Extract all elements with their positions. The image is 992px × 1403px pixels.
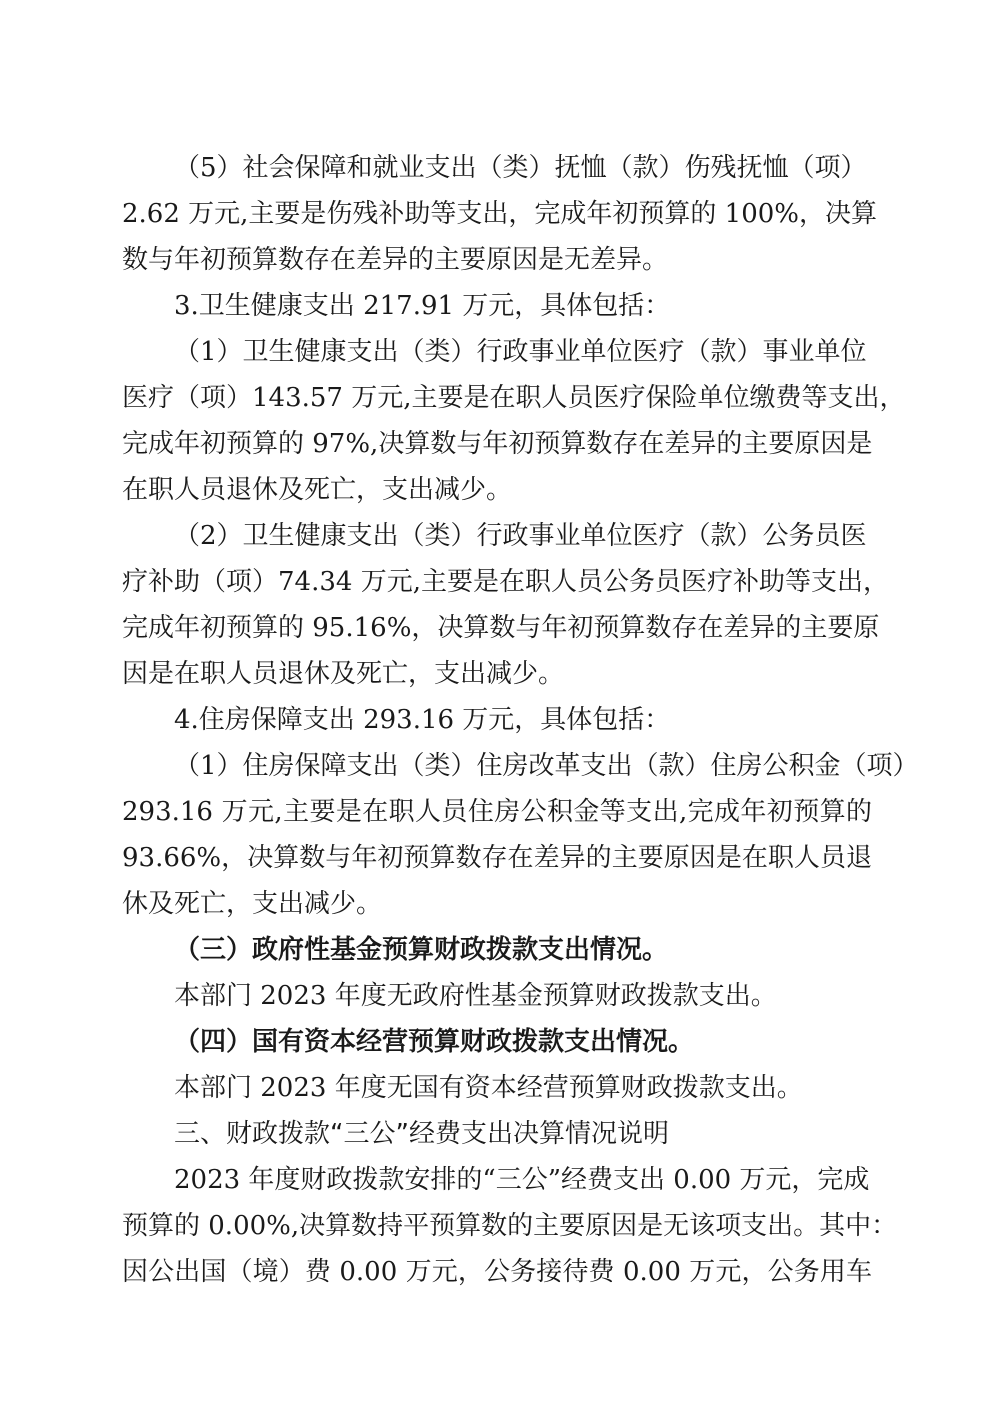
paragraph-line: （2）卫生健康支出（类）行政事业单位医疗（款）公务员医 [174, 521, 867, 551]
paragraph-line: 因是在职人员退休及死亡，支出减少。 [122, 659, 565, 689]
paragraph-line: 预算的 0.00%,决算数持平预算数的主要原因是无该项支出。其中： [122, 1211, 898, 1241]
paragraph-line: 完成年初预算的 95.16%，决算数与年初预算数存在差异的主要原 [122, 613, 880, 643]
section-heading: （三）政府性基金预算财政拨款支出情况。 [174, 935, 669, 965]
paragraph-line: 休及死亡，支出减少。 [122, 889, 383, 919]
paragraph-line: 完成年初预算的 97%,决算数与年初预算数存在差异的主要原因是 [122, 429, 873, 459]
paragraph-line: （1）卫生健康支出（类）行政事业单位医疗（款）事业单位 [174, 337, 867, 367]
paragraph-line: （1）住房保障支出（类）住房改革支出（款）住房公积金（项） [174, 751, 919, 781]
paragraph-line: 2023 年度财政拨款安排的“三公”经费支出 0.00 万元，完成 [174, 1165, 870, 1195]
paragraph-line: （5）社会保障和就业支出（类）抚恤（款）伤残抚恤（项） [174, 153, 867, 183]
paragraph-line: 疗补助（项）74.34 万元,主要是在职人员公务员医疗补助等支出， [122, 567, 889, 597]
paragraph-line: 293.16 万元,主要是在职人员住房公积金等支出,完成年初预算的 [122, 797, 872, 827]
paragraph-line: 4.住房保障支出 293.16 万元，具体包括： [174, 705, 671, 735]
paragraph-line: 医疗（项）143.57 万元,主要是在职人员医疗保险单位缴费等支出， [122, 383, 906, 413]
paragraph-line: 因公出国（境）费 0.00 万元，公务接待费 0.00 万元，公务用车 [122, 1257, 872, 1287]
paragraph-line: 93.66%，决算数与年初预算数存在差异的主要原因是在职人员退 [122, 843, 872, 873]
paragraph-line: 本部门 2023 年度无国有资本经营预算财政拨款支出。 [174, 1073, 803, 1103]
paragraph-line: 本部门 2023 年度无政府性基金预算财政拨款支出。 [174, 981, 777, 1011]
paragraph-line: 在职人员退休及死亡，支出减少。 [122, 475, 513, 505]
paragraph-line: 3.卫生健康支出 217.91 万元，具体包括： [174, 291, 671, 321]
paragraph-line: 2.62 万元,主要是伤残补助等支出，完成年初预算的 100%，决算 [122, 199, 878, 229]
paragraph-line: 数与年初预算数存在差异的主要原因是无差异。 [122, 245, 669, 275]
section-heading: （四）国有资本经营预算财政拨款支出情况。 [174, 1027, 695, 1057]
section-heading: 三、财政拨款“三公”经费支出决算情况说明 [174, 1119, 669, 1149]
